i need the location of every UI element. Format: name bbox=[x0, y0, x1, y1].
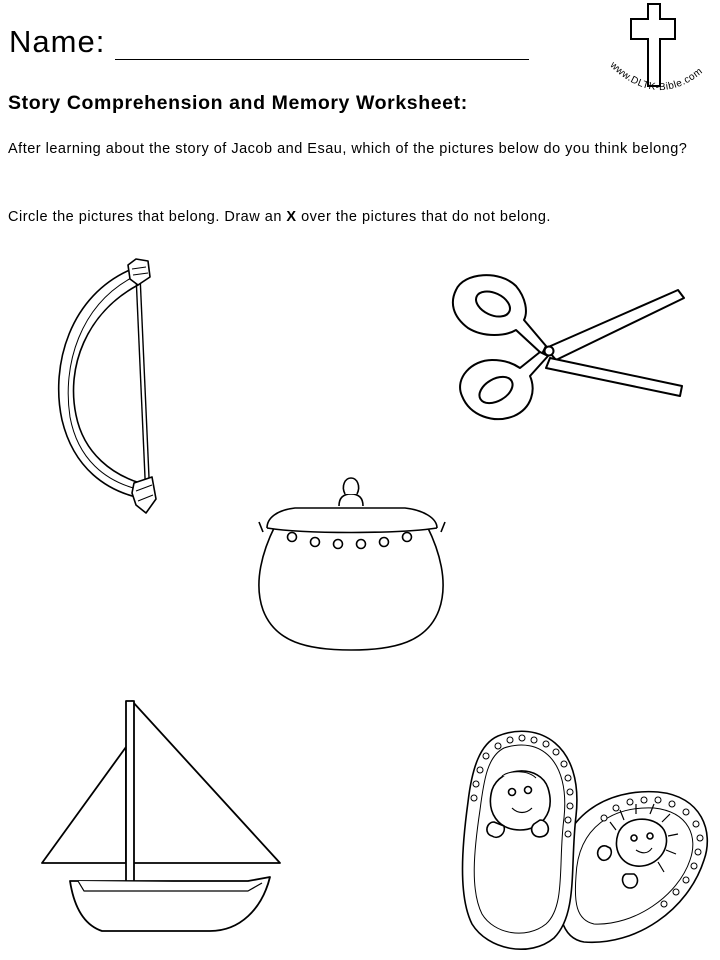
worksheet-title: Story Comprehension and Memory Worksheet: bbox=[8, 92, 468, 114]
instruction-text-2: over the pictures that do not belong. bbox=[296, 209, 551, 225]
twin-babies-icon[interactable] bbox=[458, 726, 718, 951]
name-write-line[interactable] bbox=[115, 59, 529, 60]
intro-paragraph: After learning about the story of Jacob and Esau, which of the pictures below do you think belong? bbox=[8, 141, 688, 157]
cooking-pot-icon[interactable] bbox=[255, 470, 450, 655]
name-label: Name: bbox=[9, 24, 106, 59]
instruction-x-mark: X bbox=[286, 209, 297, 225]
instruction-text-1: Circle the pictures that belong. Draw an bbox=[8, 209, 287, 225]
name-field[interactable] bbox=[9, 24, 529, 68]
bow-icon[interactable] bbox=[40, 255, 170, 520]
cross-icon bbox=[631, 4, 675, 86]
dltk-bible-logo bbox=[600, 0, 720, 110]
scissors-icon[interactable] bbox=[448, 268, 693, 433]
sailboat-icon[interactable] bbox=[40, 695, 285, 935]
instruction-paragraph bbox=[8, 205, 708, 230]
logo-url-text: www.DLTK-Bible.com bbox=[607, 59, 706, 94]
